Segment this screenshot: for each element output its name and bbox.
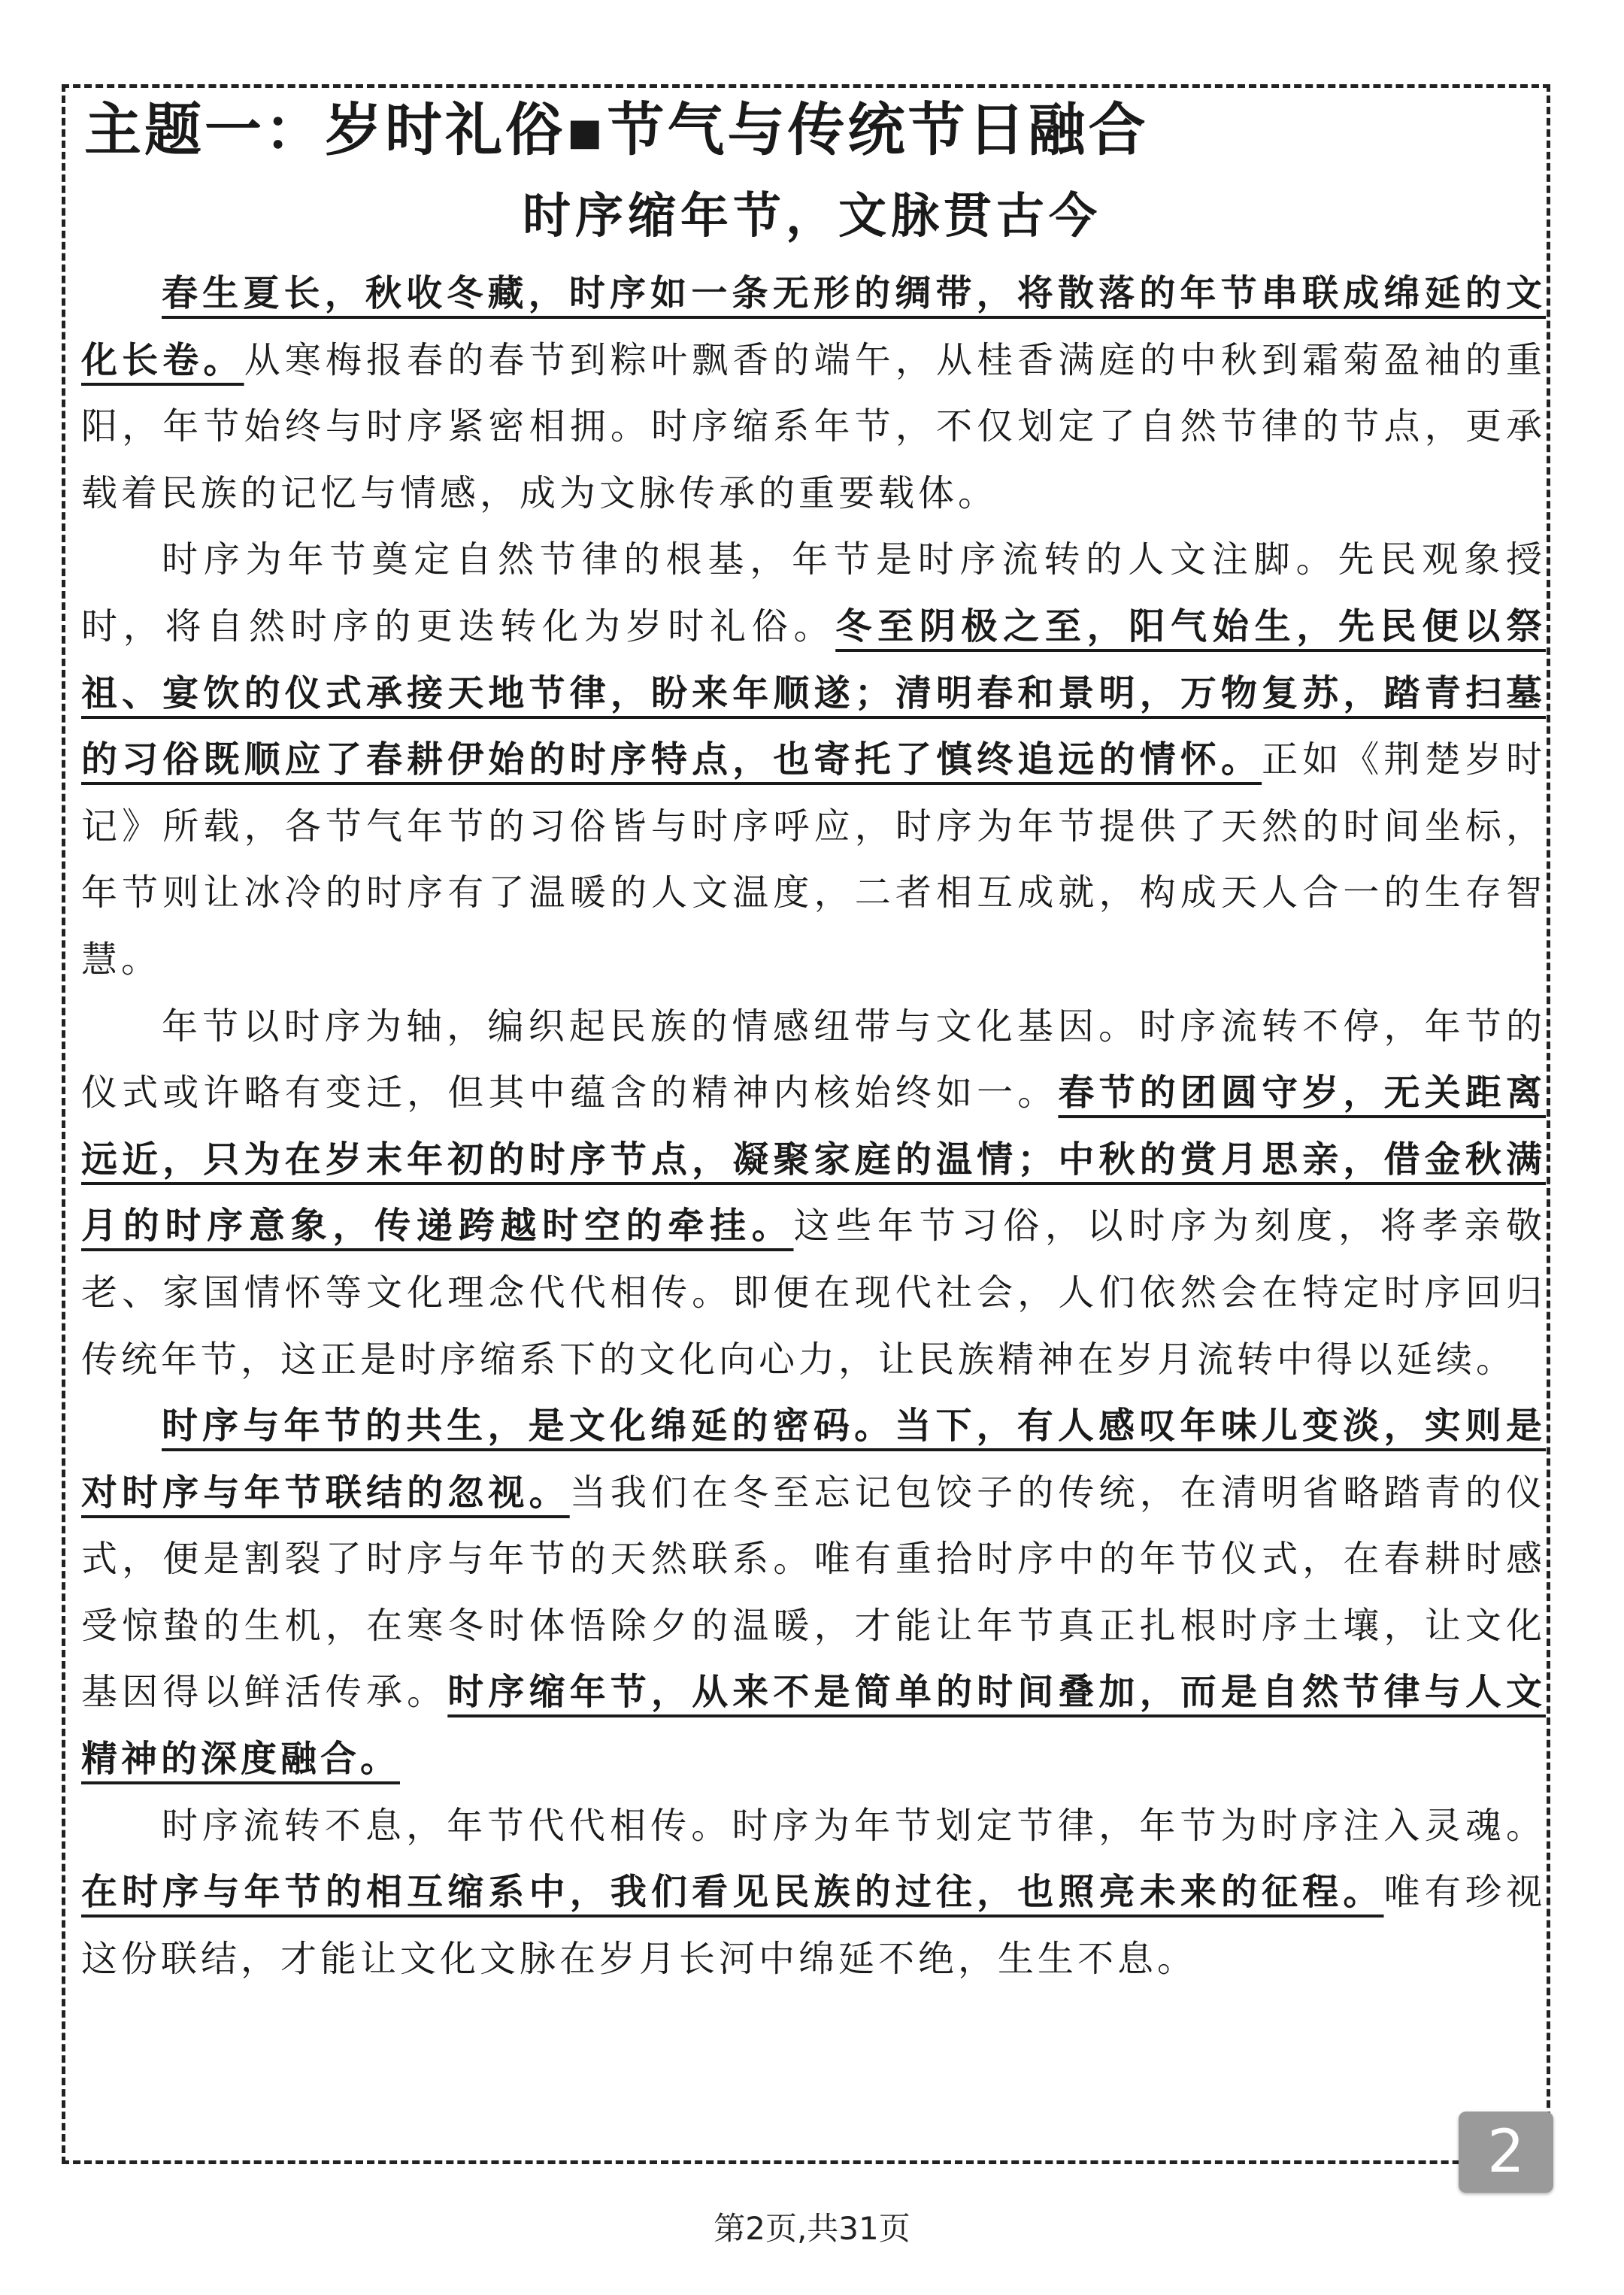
paragraph-text: 这些年节习俗，以时序为刻度，将孝亲敬老、家国情怀等文化理念代代相传。即便在现代社会，人们依然会在特定时序回归传统年节，这正是时序缩系下的文化向心力，让民族精神在岁月流转中得以延续。 (81, 1205, 1546, 1381)
underlined-key-sentence: 春生夏长，秋收冬藏，时序如一条无形的绸带，将散落的年节串联成绵延的文化长卷。 (81, 272, 1546, 381)
paragraph (81, 260, 1546, 526)
paragraph-text: 唯有珍视这份联结，才能让文化文脉在岁月长河中绵延不绝，生生不息。 (81, 1871, 1546, 1980)
page-number-badge: 2 (1459, 2112, 1553, 2193)
underlined-key-sentence: 时序与年节的共生，是文化绵延的密码。当下，有人感叹年味儿变淡，实则是对时序与年节联结的忽视。 (81, 1405, 1546, 1514)
article-title: 时序缩年节，文脉贯古今 (523, 189, 1101, 244)
topic-heading: 主题一：岁时礼俗▪节气与传统节日融合 (84, 96, 1149, 163)
article-body (81, 260, 1546, 1992)
underlined-key-sentence: 春节的团圆守岁，无关距离远近，只为在岁末年初的时序节点，凝聚家庭的温情；中秋的赏月思亲，借金秋满月的时序意象，传递跨越时空的牵挂。 (81, 1072, 1546, 1248)
underlined-key-sentence: 在时序与年节的相互缩系中，我们看见民族的过往，也照亮未来的征程。 (81, 1871, 1384, 1914)
underlined-key-sentence: 时序缩年节，从来不是简单的时间叠加，而是自然节律与人文精神的深度融合。 (81, 1671, 1546, 1781)
paragraph (81, 1793, 1546, 1993)
paragraph-text: 当我们在冬至忘记包饺子的传统，在清明省略踏青的仪式，便是割裂了时序与年节的天然联系。唯有重拾时序中的年节仪式，在春耕时感受惊蛰的生机，在寒冬时体悟除夕的温暖，才能让年节真正扎根时序土壤，让文化基因得以鲜活传承。 (81, 1471, 1546, 1714)
paragraph (81, 993, 1546, 1393)
paragraph-text: 从寒梅报春的春节到粽叶飘香的端午，从桂香满庭的中秋到霜菊盈袖的重阳，年节始终与时序紧密相拥。时序缩系年节，不仅划定了自然节律的节点，更承载着民族的记忆与情感，成为文脉传承的重要载体。 (81, 338, 1546, 514)
paragraph-text: 时序为年节奠定自然节律的根基，年节是时序流转的人文注脚。先民观象授时，将自然时序的更迭转化为岁时礼俗。 (81, 538, 1546, 647)
page-footer: 第2页,共31页 (714, 2210, 910, 2247)
paragraph-text: 时序流转不息，年节代代相传。时序为年节划定节律，年节为时序注入灵魂。 (162, 1804, 1546, 1847)
paragraph (81, 526, 1546, 993)
underlined-key-sentence: 冬至阴极之至，阳气始生，先民便以祭祖、宴饮的仪式承接天地节律，盼来年顺遂；清明春和景明，万物复苏，踏青扫墓的习俗既顺应了春耕伊始的时序特点，也寄托了慎终追远的情怀。 (81, 605, 1546, 781)
paragraph (81, 1393, 1546, 1793)
paragraph-text: 正如《荆楚岁时记》所载，各节气年节的习俗皆与时序呼应，时序为年节提供了天然的时间坐标，年节则让冰冷的时序有了温暖的人文温度，二者相互成就，构成天人合一的生存智慧。 (81, 738, 1546, 981)
paragraph-text: 年节以时序为轴，编织起民族的情感纽带与文化基因。时序流转不停，年节的仪式或许略有变迁，但其中蕴含的精神内核始终如一。 (81, 1005, 1546, 1114)
